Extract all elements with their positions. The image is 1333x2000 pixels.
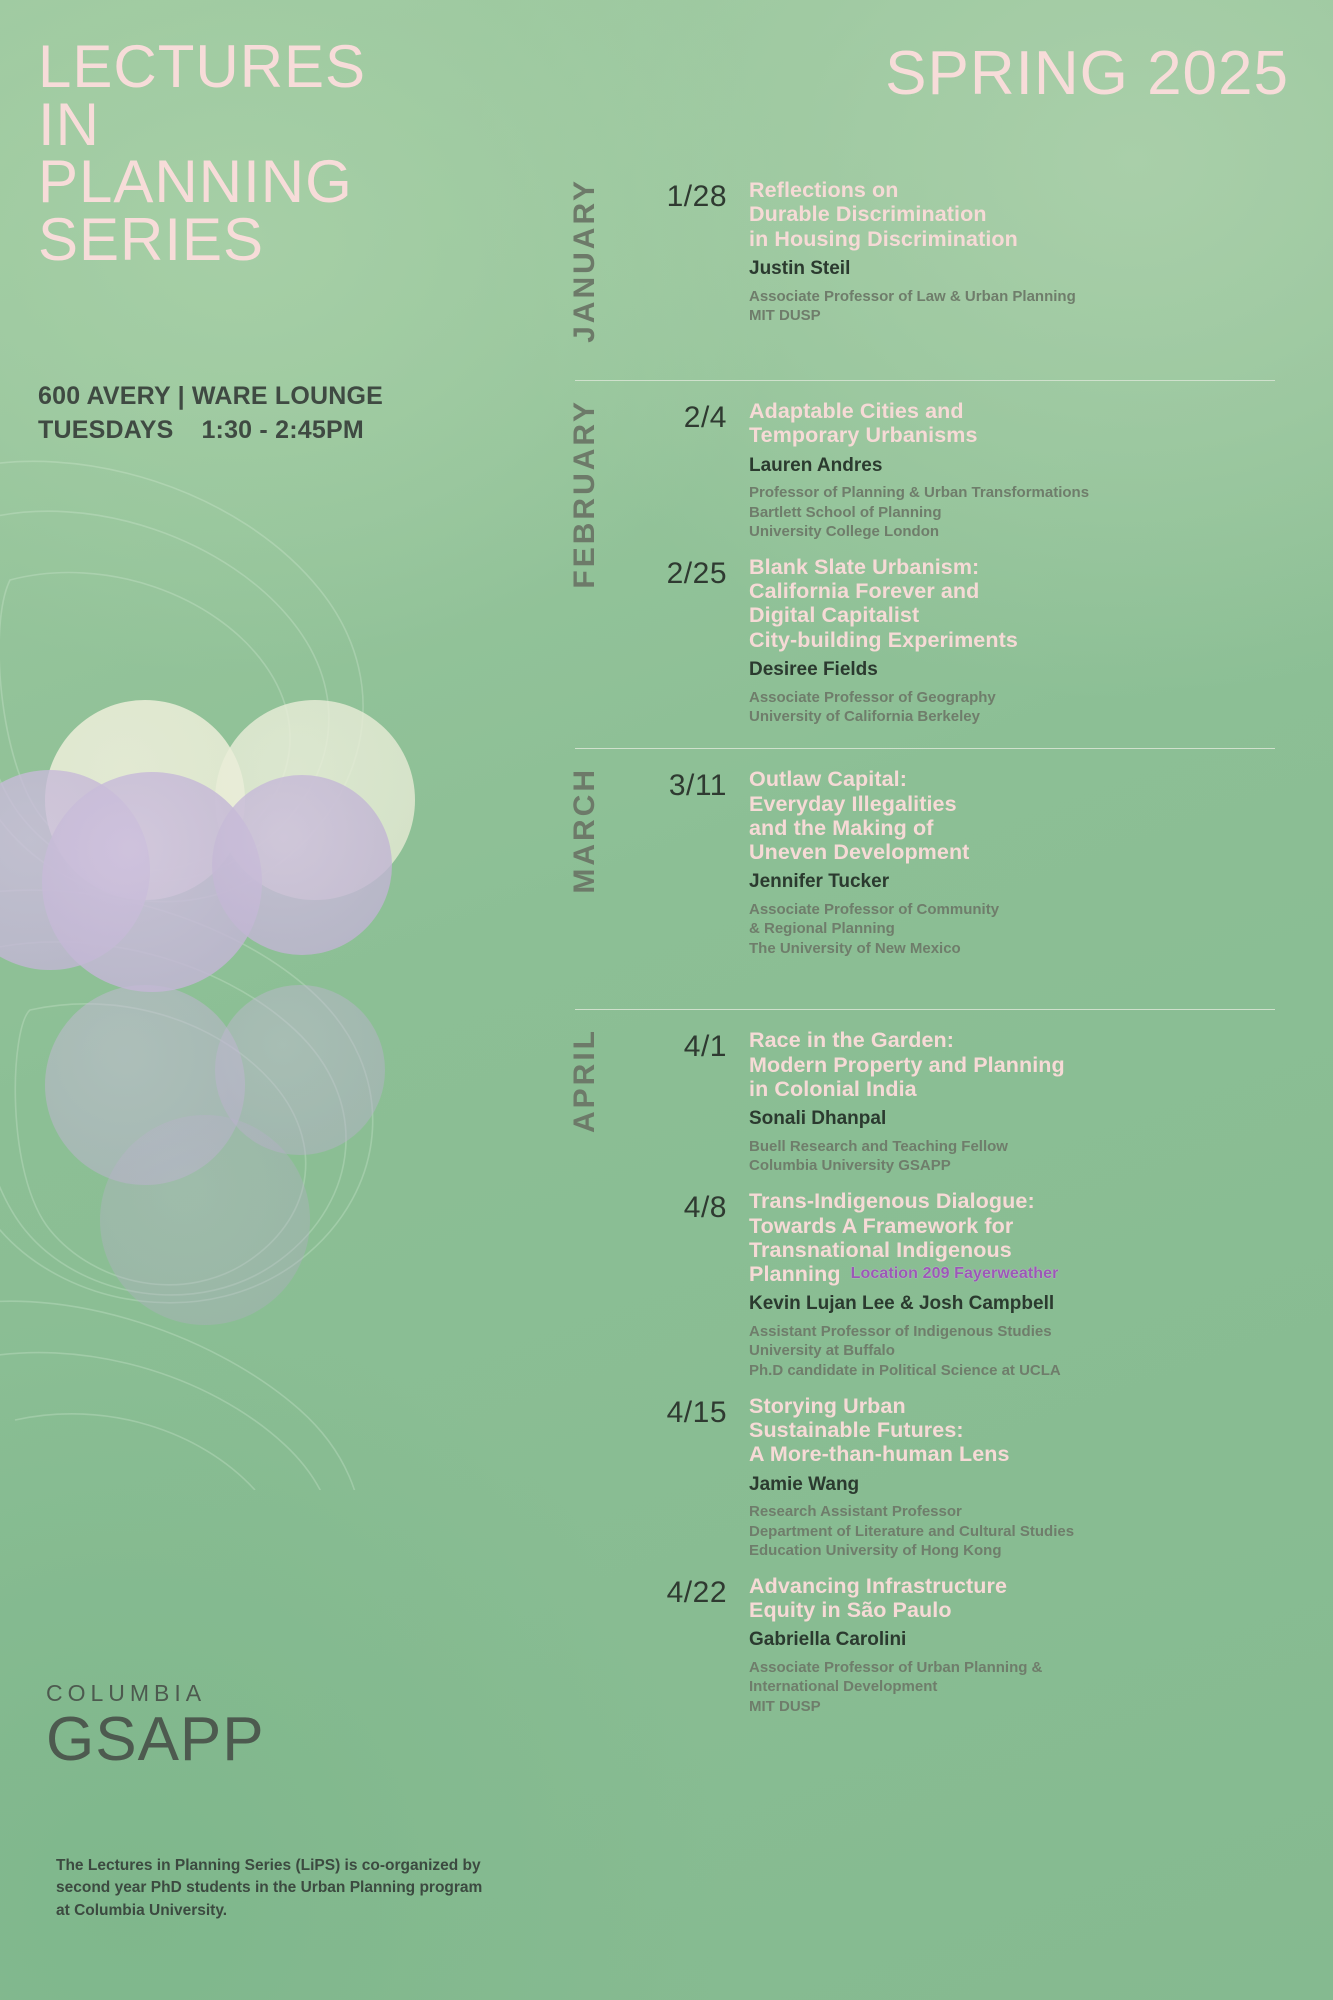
lecture-title-line: Trans-Indigenous Dialogue:	[749, 1189, 1035, 1214]
lecture-title-line: Sustainable Futures:	[749, 1418, 964, 1442]
lecture-body	[749, 1394, 1275, 1560]
lecture-date: 3/11	[668, 769, 727, 803]
month-block-february	[568, 399, 1275, 726]
lecture-schedule	[568, 178, 1275, 1730]
lecture-entry[interactable]	[637, 399, 1275, 541]
lecture-entry[interactable]	[637, 1574, 1275, 1716]
lecture-affiliation-line: Ph.D candidate in Political Science at UCLA	[749, 1361, 1061, 1379]
lecture-title	[749, 767, 1275, 864]
lecture-affiliation-line: Columbia University GSAPP	[749, 1157, 951, 1175]
lecture-title	[749, 555, 1275, 652]
season-title: SPRING 2025	[885, 39, 1289, 108]
lecture-title-line: Reflections on	[749, 178, 899, 202]
lecture-affiliation-line: International Development	[749, 1678, 938, 1696]
lecture-date: 1/28	[666, 180, 727, 213]
lecture-title	[749, 1394, 1275, 1467]
month-entries	[575, 399, 1275, 726]
lecture-title	[749, 399, 1275, 448]
venue-time: 1:30 - 2:45PM	[201, 415, 364, 444]
month-entries	[575, 767, 1275, 957]
gsapp-logo	[46, 1680, 265, 1774]
poster-title-block	[38, 33, 458, 273]
lecture-affiliation	[749, 1322, 1275, 1380]
lecture-body	[749, 178, 1275, 325]
month-label-april: APRIL	[568, 1028, 601, 1134]
venue-block	[38, 380, 468, 448]
venue-location: 600 AVERY | WARE LOUNGE	[38, 382, 384, 410]
lecture-title-line: Adaptable Cities and	[749, 399, 964, 423]
lecture-title-line: Outlaw Capital:	[749, 767, 907, 792]
lecture-affiliation-line: University College London	[749, 522, 940, 540]
lecture-affiliation-line: MIT DUSP	[749, 1697, 821, 1715]
lecture-affiliation-line: Associate Professor of Geography	[749, 688, 996, 706]
lecture-title-line: Equity in São Paulo	[749, 1598, 952, 1623]
lecture-speaker: Lauren Andres	[749, 454, 883, 476]
lecture-date: 2/25	[666, 556, 727, 590]
logo-gsapp-text: GSAPP	[46, 1705, 265, 1774]
lecture-affiliation-line: The University of New Mexico	[749, 939, 961, 957]
lecture-date: 2/4	[683, 401, 727, 434]
lecture-date: 4/15	[666, 1395, 727, 1429]
lecture-affiliation-line: Research Assistant Professor	[749, 1503, 962, 1521]
month-label-march: MARCH	[568, 767, 601, 894]
month-entries	[575, 178, 1275, 325]
lecture-speaker: Gabriella Carolini	[749, 1629, 907, 1651]
lecture-title-line: Blank Slate Urbanism:	[749, 554, 980, 579]
month-divider	[575, 748, 1275, 749]
lecture-title-line: A More-than-human Lens	[749, 1442, 1010, 1467]
lecture-affiliation	[749, 287, 1275, 325]
decorative-circle	[100, 1115, 310, 1325]
lecture-affiliation-line: Assistant Professor of Indigenous Studies	[749, 1323, 1052, 1341]
lecture-affiliation-line: & Regional Planning	[749, 920, 895, 938]
lecture-title-line: Everyday Illegalities	[749, 791, 957, 816]
lecture-body	[749, 1028, 1275, 1175]
lecture-title-line: Durable Discrimination	[749, 202, 987, 227]
lecture-affiliation	[749, 688, 1275, 726]
lecture-affiliation-line: Education University of Hong Kong	[749, 1541, 1002, 1559]
lecture-title-line: and the Making of	[749, 815, 934, 840]
footnote-text: The Lectures in Planning Series (LiPS) is co-organized by second year PhD students in the Urban Planning program at Columbia University.	[56, 1857, 483, 1919]
lecture-speaker: Jamie Wang	[749, 1473, 860, 1495]
month-divider	[575, 380, 1275, 381]
lecture-title	[749, 1028, 1275, 1101]
lecture-entry[interactable]	[637, 1028, 1275, 1175]
lecture-title	[749, 1574, 1275, 1623]
lecture-affiliation	[749, 483, 1275, 541]
lecture-title-line: Towards A Framework for	[749, 1213, 1014, 1238]
lecture-title-line: Temporary Urbanisms	[749, 423, 978, 448]
lecture-title-line: in Colonial India	[749, 1076, 917, 1101]
lecture-body	[749, 1574, 1275, 1716]
lecture-affiliation	[749, 1502, 1275, 1560]
lecture-title-line: City-building Experiments	[749, 627, 1018, 652]
lecture-affiliation	[749, 900, 1275, 958]
month-divider	[575, 1009, 1275, 1010]
lecture-speaker: Kevin Lujan Lee & Josh Campbell	[749, 1293, 1055, 1315]
lecture-affiliation-line: Associate Professor of Community	[749, 901, 1000, 919]
lecture-body	[749, 555, 1275, 726]
lecture-speaker: Justin Steil	[749, 257, 851, 279]
lecture-affiliation-line: University of California Berkeley	[749, 708, 980, 726]
month-label-february: FEBRUARY	[568, 399, 601, 589]
month-entries	[575, 1028, 1275, 1716]
series-title-line-2: IN	[38, 90, 100, 158]
lecture-entry[interactable]	[637, 1394, 1275, 1560]
lecture-entry[interactable]	[637, 555, 1275, 726]
lecture-title-line: Transnational Indigenous	[749, 1237, 1012, 1262]
month-block-march	[568, 767, 1275, 987]
lecture-affiliation-line: Buell Research and Teaching Fellow	[749, 1137, 1008, 1155]
lecture-affiliation-line: Associate Professor of Urban Planning &	[749, 1659, 1043, 1677]
lecture-speaker: Desiree Fields	[749, 659, 878, 681]
lecture-title	[749, 1189, 1275, 1286]
lecture-speaker: Sonali Dhanpal	[749, 1108, 887, 1130]
lecture-date: 4/1	[683, 1030, 727, 1064]
lecture-title-line: California Forever and	[749, 579, 980, 604]
lecture-affiliation-line: MIT DUSP	[749, 306, 821, 324]
lecture-title-line: Advancing Infrastructure	[749, 1573, 1008, 1598]
lecture-entry[interactable]	[637, 178, 1275, 325]
series-title	[38, 33, 458, 273]
lecture-affiliation	[749, 1658, 1275, 1716]
logo-columbia-text: COLUMBIA	[46, 1680, 207, 1706]
lecture-body	[749, 399, 1275, 541]
lecture-affiliation-line: Professor of Planning & Urban Transformations	[749, 484, 1090, 502]
lecture-title-line: Storying Urban	[749, 1393, 906, 1418]
lecture-affiliation-line: Associate Professor of Law & Urban Planning	[749, 287, 1076, 305]
lecture-title-line: Digital Capitalist	[749, 603, 920, 628]
lecture-location-note: Location 209 Fayerweather	[850, 1265, 1059, 1283]
month-block-april	[568, 1028, 1275, 1716]
lecture-title-line: Planning	[749, 1262, 841, 1287]
lecture-title-line: Race in the Garden:	[749, 1028, 955, 1053]
lecture-entry[interactable]	[637, 767, 1275, 957]
lecture-body	[749, 767, 1275, 957]
series-title-line-3: PLANNING	[38, 148, 353, 216]
series-title-line-1: LECTURES	[38, 33, 367, 100]
lecture-date: 4/22	[666, 1575, 727, 1609]
lecture-affiliation	[749, 1137, 1275, 1175]
venue-day: TUESDAYS	[38, 415, 174, 444]
month-block-january	[568, 178, 1275, 358]
lecture-affiliation-line: Bartlett School of Planning	[749, 503, 942, 521]
decorative-circle	[212, 775, 392, 955]
lecture-entry[interactable]	[637, 1189, 1275, 1379]
lecture-title-line: Modern Property and Planning	[749, 1052, 1065, 1077]
month-label-january: JANUARY	[568, 178, 601, 343]
lecture-title-line: in Housing Discrimination	[749, 226, 1018, 251]
lecture-affiliation-line: Department of Literature and Cultural Studies	[749, 1522, 1075, 1540]
lecture-date: 4/8	[683, 1191, 727, 1225]
lecture-title-line: Uneven Development	[749, 840, 970, 865]
lecture-affiliation-line: University at Buffalo	[749, 1342, 895, 1360]
series-title-line-4: SERIES	[38, 205, 265, 273]
lecture-title	[749, 178, 1275, 251]
lecture-speaker: Jennifer Tucker	[749, 871, 890, 893]
lecture-body	[749, 1189, 1275, 1379]
